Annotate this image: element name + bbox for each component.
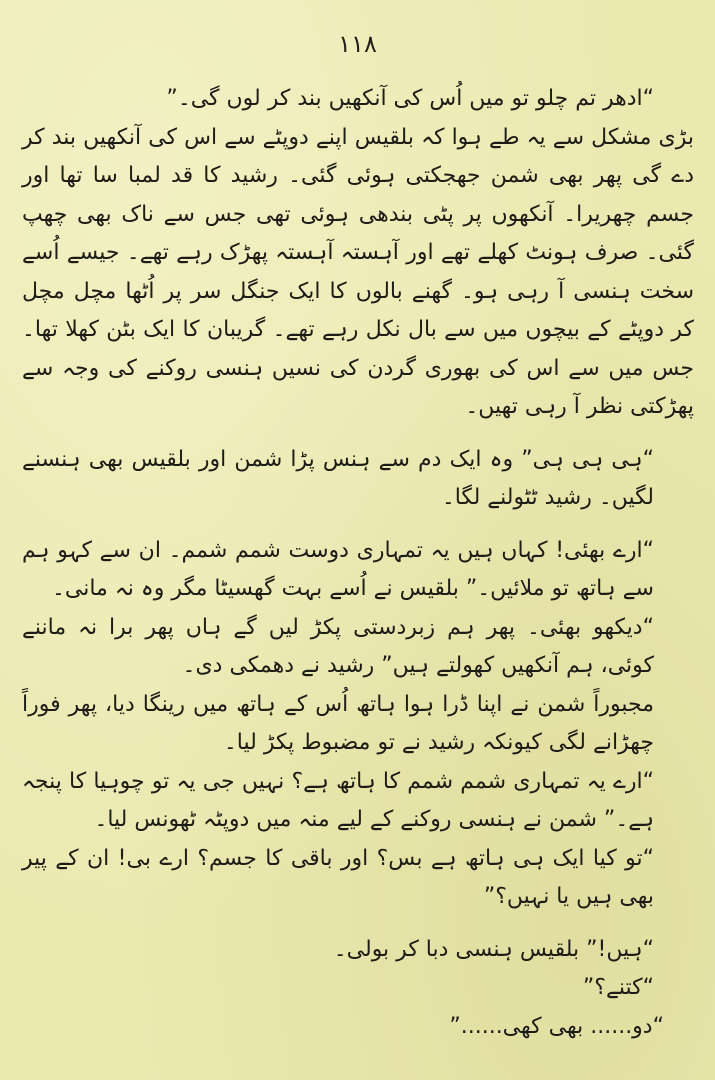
paragraph-1: “ادھر تم چلو تو میں اُس کی آنکھیں بند کر لوں گی۔” [166, 86, 654, 111]
paragraph-9: “ہیں!” بلقیس ہنسی دبا کر بولی۔ [333, 936, 654, 962]
urdu-text-body [22, 80, 694, 1046]
paragraph-gap [22, 427, 694, 441]
paragraph-4: “ارے بھئی! کہاں ہیں یہ تمہاری دوست شمم شمم۔ ان سے کہو ہم سے ہاتھ تو ملائیں۔” بلقیس نے اُسے بہت گھسیٹا مگر وہ نہ مانی۔ [22, 537, 654, 601]
paragraph-3: “ہی ہی ہی” وہ ایک دم سے ہنس پڑا شمن اور بلقیس بھی ہنسنے لگیں۔ رشید ٹٹولنے لگا۔ [22, 446, 654, 510]
paragraph-11: “دو...... بھی کھی......” [449, 1013, 664, 1039]
paragraph-8: “تو کیا ایک ہی ہاتھ ہے بس؟ اور باقی کا جسم؟ ارے بی! ان کے پیر بھی ہیں یا نہیں؟” [22, 845, 654, 909]
paragraph-5: “دیکھو بھئی۔ پھر ہم زبردستی پکڑ لیں گے ہاں پھر برا نہ ماننے کوئی، ہم آنکھیں کھولتے ہیں” رشید نے دھمکی دی۔ [22, 614, 654, 678]
paragraph-10: “کتنے؟” [582, 975, 654, 1000]
paragraph-2: بڑی مشکل سے یہ طے ہوا کہ بلقیس اپنے دوپٹے سے اس کی آنکھیں بند کر دے گی پھر بھی شمن جھجکتی ہوئی گئی۔ رشید کا قد لمبا سا تھا اور جسم چھریرا۔ آنکھوں پر پٹی بندھی ہوئی تھی جس سے ناک بھی چھپ گئی۔ صرف ہونٹ کھلے تھے اور آہستہ آہستہ پھڑک رہے تھے۔ جیسے اُسے سخت ہنسی آ رہی ہو۔ گھنے بالوں کا ایک جنگل سر پر اُٹھا مچل مچل کر دوپٹے کے بیچوں میں سے بال نکل رہے تھے۔ گریبان کا ایک بٹن کھلا تھا۔ جس میں سے اس کی بھوری گردن کی نسیں ہنسی روکنے کی وجہ سے پھڑکتی نظر آ رہی تھیں۔ [22, 124, 694, 419]
paragraph-7: “ارے یہ تمہاری شمم شمم کا ہاتھ ہے؟ نہیں جی یہ تو چوہیا کا پنجہ ہے۔” شمن نے ہنسی روکنے کے لیے منہ میں دوپٹہ ٹھونس لیا۔ [22, 768, 654, 832]
page-number: ۱۱۸ [338, 30, 377, 58]
paragraph-gap [22, 917, 694, 931]
paragraph-gap [22, 518, 694, 532]
paragraph-6: مجبوراً شمن نے اپنا ڈرا ہوا ہاتھ اُس کے ہاتھ میں رینگا دیا، پھر فوراً چھڑانے لگی کیونکہ رشید نے تو مضبوط پکڑ لیا۔ [22, 691, 654, 755]
